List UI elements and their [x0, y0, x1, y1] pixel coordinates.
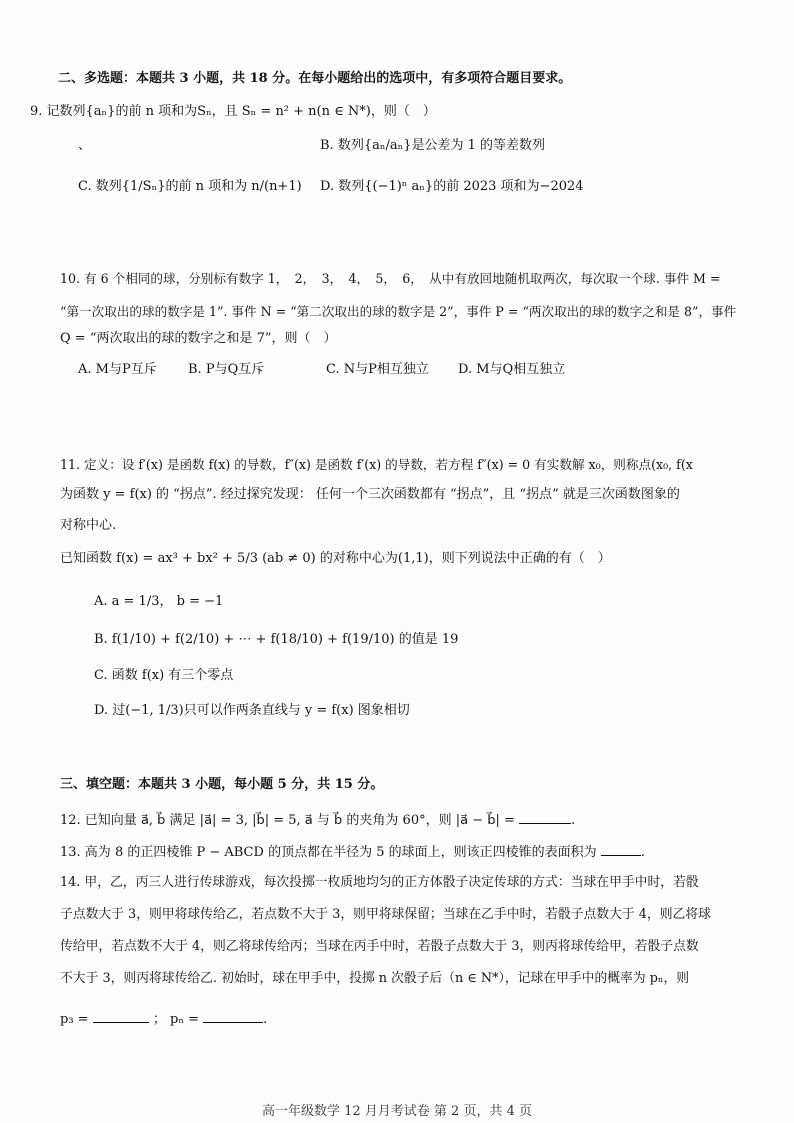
section2-heading: 二、多选题：本题共 3 小题，共 18 分。在每小题给出的选项中，有多项符合题目要求。	[58, 71, 572, 86]
q10-option-a: A. M与P互斥	[78, 362, 157, 377]
q13-answer-blank[interactable]	[601, 841, 641, 856]
section3-heading: 三、填空题：本题共 3 小题，每小题 5 分，共 15 分。	[60, 777, 384, 792]
q10-line2: “第一次取出的球的数字是 1”. 事件 N = “第二次取出的球的数字是 2”，事件 P = “两次取出的球的数字之和是 8”，事件	[60, 304, 737, 319]
q12-stem: 12. 已知向量 a⃗, b⃗ 满足 |a⃗| = 3, |b⃗| = 5, a⃗ 与 b⃗ 的夹角为 60°，则 |a⃗ − b⃗| =	[60, 813, 515, 828]
q10-line3: Q = “两次取出的球的数字之和是 7”，则（ ）	[60, 331, 337, 346]
q13-stem: 13. 高为 8 的正四棱锥 P − ABCD 的顶点都在半径为 5 的球面上，则该正四棱锥的表面积为	[60, 845, 597, 860]
q10-option-b: B. P与Q互斥	[188, 362, 265, 377]
page-footer: 高一年级数学 12 月月考试卷 第 2 页，共 4 页	[261, 1104, 532, 1119]
q11-line2: 为函数 y = f(x) 的 “拐点”. 经过探究发现： 任何一个三次函数都有 “拐点”，且 “拐点” 就是三次函数图象的	[60, 487, 680, 502]
q14-p3-blank[interactable]	[93, 1008, 149, 1023]
q14-separator: ；	[152, 1012, 166, 1027]
q12-answer-blank[interactable]	[519, 809, 571, 824]
q14-line2: 子点数大于 3，则甲将球传给乙，若点数不大于 3，则甲将球保留；当球在乙手中时，若骰子点数大于 4，则乙将球	[60, 907, 711, 922]
q14-answers: p₃ = ； pₙ = .	[60, 1008, 267, 1029]
q11-line3: 对称中心.	[60, 518, 117, 533]
q9-option-b: B. 数列{aₙ/aₙ}是公差为 1 的等差数列	[320, 138, 546, 153]
q10-option-c: C. N与P相互独立	[326, 362, 429, 377]
q12-text: 12. 已知向量 a⃗, b⃗ 满足 |a⃗| = 3, |b⃗| = 5, a⃗ 与 b⃗ 的夹角为 60°，则 |a⃗ − b⃗| = .	[60, 809, 575, 830]
q11-line1: 11. 定义：设 f′(x) 是函数 f(x) 的导数，f″(x) 是函数 f′(x) 的导数，若方程 f″(x) = 0 有实数解 x₀，则称点(x₀, f(x	[60, 457, 693, 472]
q9-option-c: C. 数列{1/Sₙ}的前 n 项和为 n/(n+1)	[78, 179, 302, 194]
q11-option-d: D. 过(−1, 1/3)只可以作两条直线与 y = f(x) 图象相切	[94, 703, 410, 718]
q14-line3: 传给甲，若点数不大于 4，则乙将球传给丙；当球在丙手中时，若骰子点数大于 3，则丙将球传给甲，若骰子点数	[60, 939, 699, 954]
q14-p3-label: p₃ =	[60, 1012, 89, 1027]
q13-text: 13. 高为 8 的正四棱锥 P − ABCD 的顶点都在半径为 5 的球面上，则该正四棱锥的表面积为 .	[60, 841, 645, 862]
q14-pn-blank[interactable]	[203, 1008, 263, 1023]
q9-option-d: D. 数列{(−1)ⁿ aₙ}的前 2023 项和为−2024	[320, 179, 584, 194]
q14-line1: 14. 甲，乙，丙三人进行传球游戏，每次投掷一枚质地均匀的正方体骰子决定传球的方式：当球在甲手中时，若骰	[60, 875, 699, 890]
q14-pn-label: pₙ =	[170, 1012, 199, 1027]
q10-option-d: D. M与Q相互独立	[458, 362, 566, 377]
q9-option-a: 、	[78, 138, 92, 153]
q14-line4: 不大于 3，则丙将球传给乙. 初始时，球在甲手中，投掷 n 次骰子后（n ∈ N*），记球在甲手中的概率为 pₙ，则	[60, 971, 690, 986]
q11-option-a: A. a = 1/3， b = −1	[94, 594, 224, 609]
q11-option-c: C. 函数 f(x) 有三个零点	[94, 668, 234, 683]
q10-line1: 10. 有 6 个相同的球，分别标有数字 1， 2， 3， 4， 5， 6， 从中有放回地随机取两次，每次取一个球. 事件 M =	[60, 271, 721, 286]
q11-option-b: B. f(1/10) + f(2/10) + ⋯ + f(18/10) + f(19/10) 的值是 19	[94, 632, 459, 647]
q9-stem: 9. 记数列{aₙ}的前 n 项和为Sₙ，且 Sₙ = n² + n(n ∈ N*)，则（ ）	[30, 104, 436, 119]
q11-line4: 已知函数 f(x) = ax³ + bx² + 5/3 (ab ≠ 0) 的对称中心为(1,1)，则下列说法中正确的有（ ）	[60, 551, 611, 566]
